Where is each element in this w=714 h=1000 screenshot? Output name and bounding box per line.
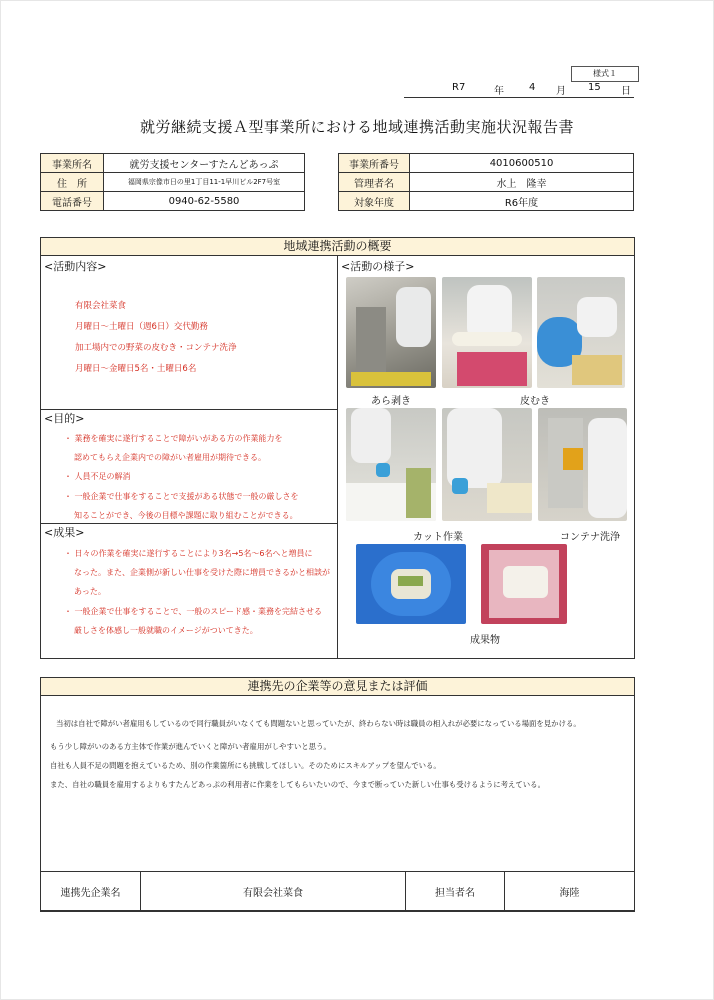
target-year-value: R6年度 [410, 192, 634, 211]
activity-line: 月曜日～金曜日5名・土曜日6名 [75, 364, 197, 374]
purpose-text [64, 429, 299, 525]
purpose-line: ・ 人員不足の解消 [64, 472, 131, 482]
peel-photo [442, 277, 532, 388]
date-day-unit: 日 [621, 86, 631, 97]
result-line: あった。 [74, 587, 106, 597]
date-era: R7 [452, 82, 466, 93]
facility-name-label: 事業所名 [41, 154, 104, 173]
report-date [404, 80, 634, 98]
page-title: 就労継続支援Ａ型事業所における地域連携活動実施状況報告書 [139, 118, 574, 136]
product-photo-basket [356, 544, 466, 624]
facility-name-value: 就労支援センターすたんどあっぷ [104, 154, 305, 173]
overview-header: 地域連携活動の概要 [41, 238, 634, 256]
manager-name-value: 水上 隆幸 [410, 173, 634, 192]
evaluation-line: 当初は自社で障がい者雇用もしているので同行職員がいなくても問題ないと思っていたが、終わらない時は職員の相入れが必要になっている場面を見かける。 [56, 719, 581, 728]
cut-photo [346, 408, 436, 521]
rough-peel-photo [346, 277, 436, 388]
purpose-line: 知ることができ、今後の目標や課題に取り組むことができる。 [74, 510, 298, 520]
purpose-line: ・ 一般企業で仕事をすることで支援がある状態で一般の厳しさを [64, 491, 299, 501]
cut-caption: カット作業 [413, 532, 463, 543]
partner-company-value: 有限会社菜食 [141, 872, 406, 911]
purpose-divider [41, 409, 337, 410]
evaluation-line: もう少し障がいのある方主体で作業が進んでいくと障がい者雇用がしやすいと思う。 [50, 742, 331, 751]
phone-label: 電話番号 [41, 192, 104, 211]
registration-info-table [338, 153, 634, 211]
peel-caption: 皮むき [520, 396, 550, 407]
date-day: 15 [588, 82, 601, 93]
activity-content-label: <活動内容> [44, 260, 107, 273]
contact-person-value: 海陸 [505, 872, 635, 911]
partner-company-table [40, 871, 635, 911]
facility-number-label: 事業所番号 [339, 154, 410, 173]
date-month: 4 [529, 82, 536, 93]
target-year-label: 対象年度 [339, 192, 410, 211]
facility-number-value: 4010600510 [410, 154, 634, 173]
activity-line: 有限会社菜食 [75, 301, 127, 311]
result-text [64, 544, 330, 640]
address-value: 福岡県宗像市日の里1丁目11-1早川ビル2F7号室 [104, 173, 305, 192]
purpose-line: 認めてもらえ企業内での障がい者雇用が期待できる。 [74, 453, 266, 463]
evaluation-line: また、自社の職員を雇用するよりもすたんどあっぷの利用者に作業をしてもらいたいので、今まで断っていた新しい仕事も受けるように考えている。 [50, 780, 545, 789]
overview-divider [337, 255, 338, 658]
purpose-line: ・ 業務を確実に遂行することで障がいがある方の作業能力を [64, 434, 283, 443]
result-line: ・ 一般企業で仕事をすることで、一般のスピード感・業務を完結させる [64, 606, 323, 616]
purpose-label: <目的> [44, 412, 85, 425]
result-line: 厳しさを体感し一般就職のイメージがついてきた。 [74, 625, 258, 635]
partner-company-label: 連携先企業名 [41, 872, 141, 911]
activity-photos-label: <活動の様子> [341, 260, 415, 273]
peel-photo-2 [537, 277, 625, 388]
date-year-unit: 年 [494, 86, 504, 97]
result-line: ・ 日々の作業を確実に遂行することにより3名→5名～6名へと増員に [64, 549, 313, 558]
cut-photo-2 [442, 408, 532, 521]
manager-name-label: 管理者名 [339, 173, 410, 192]
result-label: <成果> [44, 526, 85, 539]
phone-value: 0940-62-5580 [104, 192, 305, 211]
rough-peel-caption: あら剥き [371, 396, 411, 407]
activity-content-text [75, 296, 237, 380]
activity-line: 月曜日～土曜日（週6日）交代勤務 [75, 322, 208, 332]
form-number-label: 様式１ [571, 66, 639, 82]
evaluation-line: 自社も人員不足の問題を抱えているため、別の作業箇所にも挑戦してほしい。そのためにスキルアップを望んでいる。 [50, 761, 441, 770]
date-month-unit: 月 [556, 86, 566, 97]
result-line: なった。また、企業側が新しい仕事を受けた際に増員できるかと相談が [74, 568, 330, 578]
evaluation-header: 連携先の企業等の意見または評価 [41, 678, 634, 696]
address-label: 住 所 [41, 173, 104, 192]
product-photo-crate [481, 544, 567, 624]
product-caption: 成果物 [470, 635, 500, 646]
activity-line: 加工場内での野菜の皮むき・コンテナ洗浄 [75, 343, 237, 353]
container-caption: コンテナ洗浄 [560, 532, 620, 543]
container-photo [538, 408, 627, 521]
facility-info-table [40, 153, 305, 211]
contact-person-label: 担当者名 [406, 872, 505, 911]
